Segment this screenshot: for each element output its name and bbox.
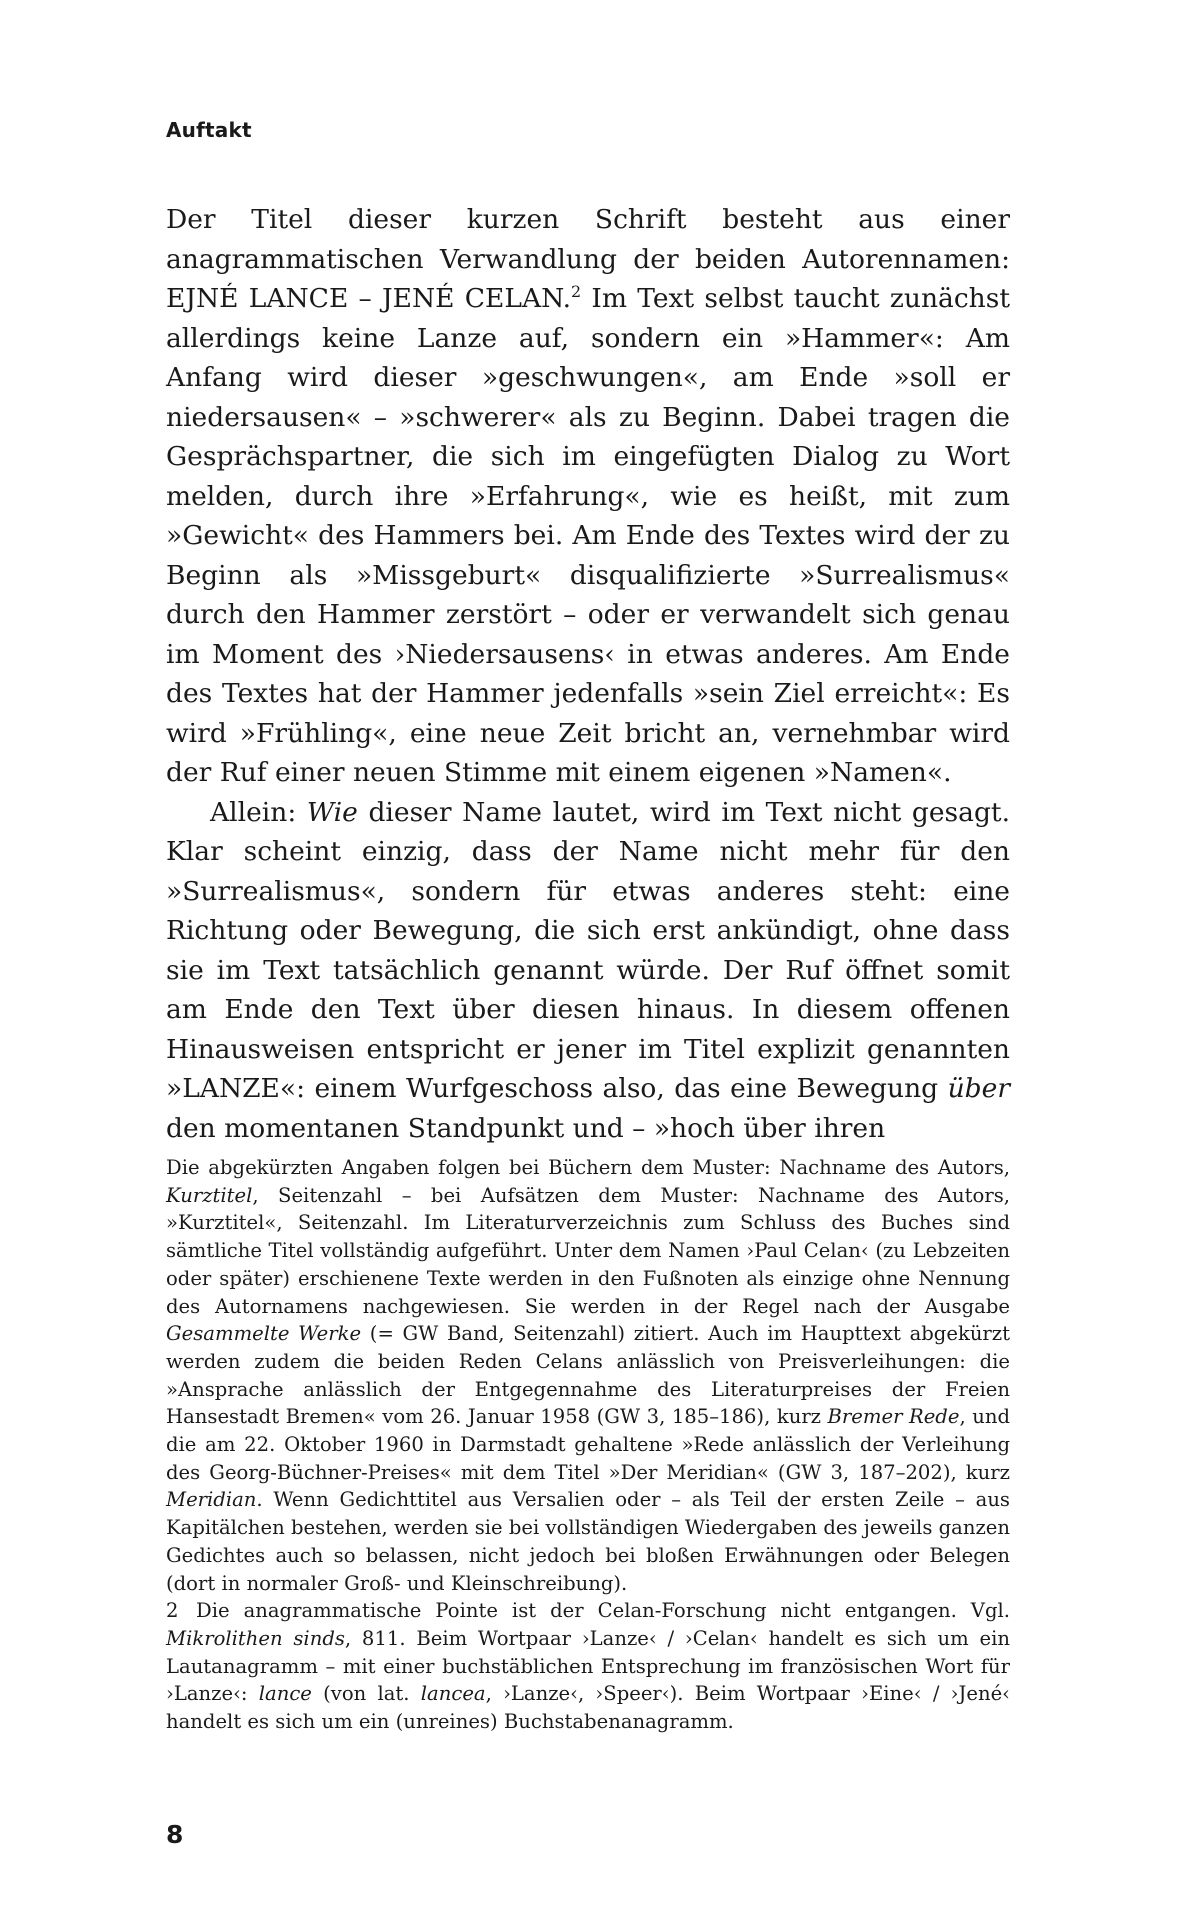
- footnote-2: 2 Die anagrammatische Pointe ist der Celan-Forschung nicht entgangen. Vgl. Mikrolithen sinds, 811. Beim Wortpaar ›Lanze‹ / ›Celan‹ handelt es sich um ein Lautanagramm – mit einer buchstäblichen Entsprechung im französischen Wort für ›Lanze‹: lance (von lat. lancea, ›Lanze‹, ›Speer‹). Beim Wortpaar ›Eine‹ / ›Jené‹ handelt es sich um ein (unreines) Buchstabenanagramm.: [166, 1599, 1011, 1734]
- paragraph-2: Allein: Wie dieser Name lautet, wird im Text nicht gesagt. Klar scheint einzig, dass der Name nicht mehr für den »Surrealismus«, sondern für etwas anderes steht: eine Richtung oder Bewegung, die sich erst ankündigt, ohne dass sie im Text tatsächlich genannt würde. Der Ruf öffnet somit am Ende den Text über diesen hinaus. In diesem offenen Hinausweisen entspricht er jener im Titel explizit genannten »LANZE«: einem Wurfgeschoss also, das eine Bewegung über den momentanen Standpunkt und – »hoch über ihren: [166, 796, 1010, 1144]
- footnotes: [166, 1154, 1010, 1736]
- running-head: Auftakt: [166, 118, 252, 142]
- main-text: [166, 200, 1010, 1148]
- footnote-number: 2: [166, 1599, 179, 1623]
- paragraph-1: Der Titel dieser kurzen Schrift besteht aus einer anagrammatischen Verwandlung der beiden Autorennamen: EJNÉ LANCE – JENÉ CELAN.$^2$ Im Text selbst taucht zunächst allerdings keine Lanze auf, sondern ein »Hammer«: Am Anfang wird dieser »geschwungen«, am Ende »soll er niedersausen« – »schwerer« als zu Beginn. Dabei tragen die Gesprächspartner, die sich im eingefügten Dialog zu Wort melden, durch ihre »Erfahrung«, wie es heißt, mit zum »Gewicht« des Hammers bei. Am Ende des Textes wird der zu Beginn als »Missgeburt« disqualifizierte »Surrealismus« durch den Hammer zerstört – oder er verwandelt sich genau im Moment des ›Niedersausens‹ in etwas anderes. Am Ende des Textes hat der Hammer jedenfalls »sein Ziel erreicht«: Es wird »Frühling«, eine neue Zeit bricht an, vernehmbar wird der Ruf einer neuen Stimme mit einem eigenen »Namen«.: [166, 204, 1010, 788]
- footnote-ref-2: 2: [571, 282, 582, 302]
- footnote-1: Die abgekürzten Angaben folgen bei Büchern dem Muster: Nachname des Autors, Kurztitel, Seitenzahl – bei Aufsätzen dem Muster: Nachname des Autors, »Kurztitel«, Seitenzahl. Im Literaturverzeichnis zum Schluss des Buches sind sämtliche Titel vollständig aufgeführt. Unter dem Namen ›Paul Celan‹ (zu Lebzeiten oder später) erschienene Texte werden in den Fußnoten als einzige ohne Nennung des Autornamens nachgewiesen. Sie werden in der Regel nach der Ausgabe Gesammelte Werke (= GW Band, Seitenzahl) zitiert. Auch im Haupttext abgekürzt werden zudem die beiden Reden Celans anlässlich von Preisverleihungen: die »Ansprache anlässlich der Entgegennahme des Literaturpreises der Freien Hansestadt Bremen« vom 26. Januar 1958 (GW 3, 185–186), kurz Bremer Rede, und die am 22. Oktober 1960 in Darmstadt gehaltene »Rede anlässlich der Verleihung des Georg-Büchner-Preises« mit dem Titel »Der Meridian« (GW 3, 187–202), kurz Meridian. Wenn Gedichttitel aus Versalien oder – als Teil der ersten Zeile – aus Kapitälchen bestehen, werden sie bei vollständigen Wiedergaben des jeweils ganzen Gedichtes auch so belassen, nicht jedoch bei bloßen Erwähnungen oder Belegen (dort in normaler Groß- und Kleinschreibung).: [166, 1156, 1010, 1595]
- page-number: 8: [166, 1820, 184, 1849]
